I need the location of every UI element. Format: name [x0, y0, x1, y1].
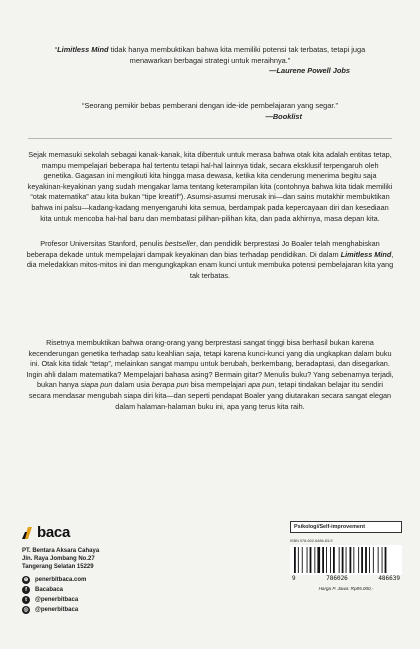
barcode-bar — [361, 547, 363, 573]
instagram-icon: ◎ — [23, 607, 29, 613]
barcode-bar — [314, 547, 315, 573]
barcode-bar — [378, 547, 379, 573]
barcode-bar — [346, 547, 347, 573]
barcode-bar — [330, 547, 331, 573]
barcode-bar — [310, 547, 312, 573]
facebook-icon: f — [22, 586, 30, 594]
price-label: Harga P. Jawa: Rp85.000,- — [318, 586, 374, 591]
barcode-bar — [294, 547, 296, 573]
quote-attribution: —Laurene Powell Jobs — [269, 66, 350, 76]
divider — [28, 138, 392, 139]
barcode-bar — [326, 547, 327, 573]
synopsis-paragraph-3: Risetnya membuktikan bahwa orang-orang yang berprestasi sangat tinggi bisa berhasil bukan karena kecenderungan genetika terhadap satu keahlian saja, tetapi karena kunci-kunci yang dia ungkapkan dalam buku ini. Otak kita tidak “tetap”, melainkan sangat mampu untuk berubah, berkembang, beradaptasi, dan disegarkan. Ingin ahli dalam matematika? Mempelajari bahasa asing? Bermain gitar? Menulis buku? Yang sebenarnya terjadi, bukan hanya siapa pun dalam usia berapa pun bisa mempelajari apa pun, tetapi tindakan belajar itu sendiri secara mendasar mengubah siapa diri kita—dan seperti pendapat Boaler yang diutarakan secara sangat elegan dalam halaman-halaman buku ini, apa yang terus kita raih. — [26, 338, 394, 411]
publisher-social-links — [22, 575, 142, 615]
synopsis-paragraph-1: Sejak memasuki sekolah sebagai kanak-kanak, kita dibentuk untuk merasa bahwa otak kita adalah entitas tetap, mampu mempelajari beberapa hal tertentu tetapi hal-hal lainnya tidak, secara eksklusif terpengaruh oleh genetika. Gagasan ini mengikuti kita hingga masa dewasa, ketika kita cenderung menerima begitu saja keyakinan-keyakinan yang sudah mengakar lama tentang keterampilan kita (contohnya bahwa kita tidak memiliki “otak matematika” atau kita bukan “tipe kreatif”). Asumsi-asumsi merusak ini—dan sains mutakhir membuktikan bahwa ini palsu—kadang-kadang menyengaruhi kita semua, berdampak pada kepercayaan diri dan kesediaan kita untuk mencoba hal-hal baru dan membatasi pilihan-pilihan kita, dan pada akhirnya, masa depan kita. — [27, 150, 393, 223]
barcode-bar — [358, 547, 359, 573]
social-twitter: t @penerbitbaca — [22, 595, 142, 605]
barcode-bar — [382, 547, 383, 573]
quote-attribution: —Booklist — [265, 111, 302, 121]
baca-logo-icon — [22, 526, 34, 540]
barcode-bar — [339, 547, 340, 573]
social-instagram: ◎ @penerbitbaca — [23, 607, 79, 613]
publisher-info — [22, 524, 142, 615]
barcode-digits: 9 786026 486639 — [292, 575, 400, 582]
barcode-bar — [298, 547, 299, 573]
quote-book-title: Limitless Mind — [57, 45, 109, 54]
isbn-text: ISBN 978-602-6486-63-9 — [290, 539, 333, 543]
publisher-address: PT. Bentara Aksara Cahaya Jln. Raya Jombang No.27 Tangerang Selatan 15229 — [22, 548, 100, 570]
barcode-bar — [342, 547, 344, 573]
barcode-bar — [317, 547, 320, 573]
barcode-bar — [385, 547, 387, 573]
twitter-icon: t — [22, 596, 30, 604]
barcode-bar — [322, 547, 324, 573]
barcode-bar — [365, 547, 367, 573]
barcode-bar — [350, 547, 352, 573]
social-website: ⊕ penerbitbaca.com — [23, 577, 87, 583]
publisher-logo — [22, 524, 142, 541]
barcode-bar — [302, 547, 303, 573]
barcode-bar — [353, 547, 354, 573]
isbn-barcode — [290, 545, 402, 575]
category-label: Psikologi/Self-improvement — [290, 521, 402, 533]
web-icon: ⊕ — [23, 577, 29, 583]
barcode-bar — [369, 547, 370, 573]
publisher-logo-text: baca — [37, 524, 70, 541]
barcode-bar — [307, 547, 308, 573]
social-facebook: f Bacabaca — [22, 585, 142, 595]
back-cover-meta — [290, 521, 402, 591]
barcode-bar — [333, 547, 335, 573]
barcode-bar — [373, 547, 374, 573]
synopsis-paragraph-2: Profesor Universitas Stanford, penulis bestseller, dan pendidik berprestasi Jo Boaler telah menghabiskan beberapa dekade untuk mempelajari dampak keyakinan dan bias terhadap pendidikan. Di dalam Limitless Mind, dia meledakkan mitos-mitos ini dan mengungkapkan enam kunci untuk membuka potensi pembelajaran kita yang tak terbatas. — [26, 239, 394, 280]
endorsement-quote-2: “Seorang pemikir bebas pemberani dengan ide-ide pembelajaran yang segar.” —Booklist — [0, 101, 420, 122]
endorsement-quote-1: “Limitless Mind tidak hanya membuktikan bahwa kita memiliki potensi tak terbatas, tetapi juga menawarkan berbagai strategi untuk meraihnya.” —Laurene Powell Jobs — [0, 45, 420, 77]
